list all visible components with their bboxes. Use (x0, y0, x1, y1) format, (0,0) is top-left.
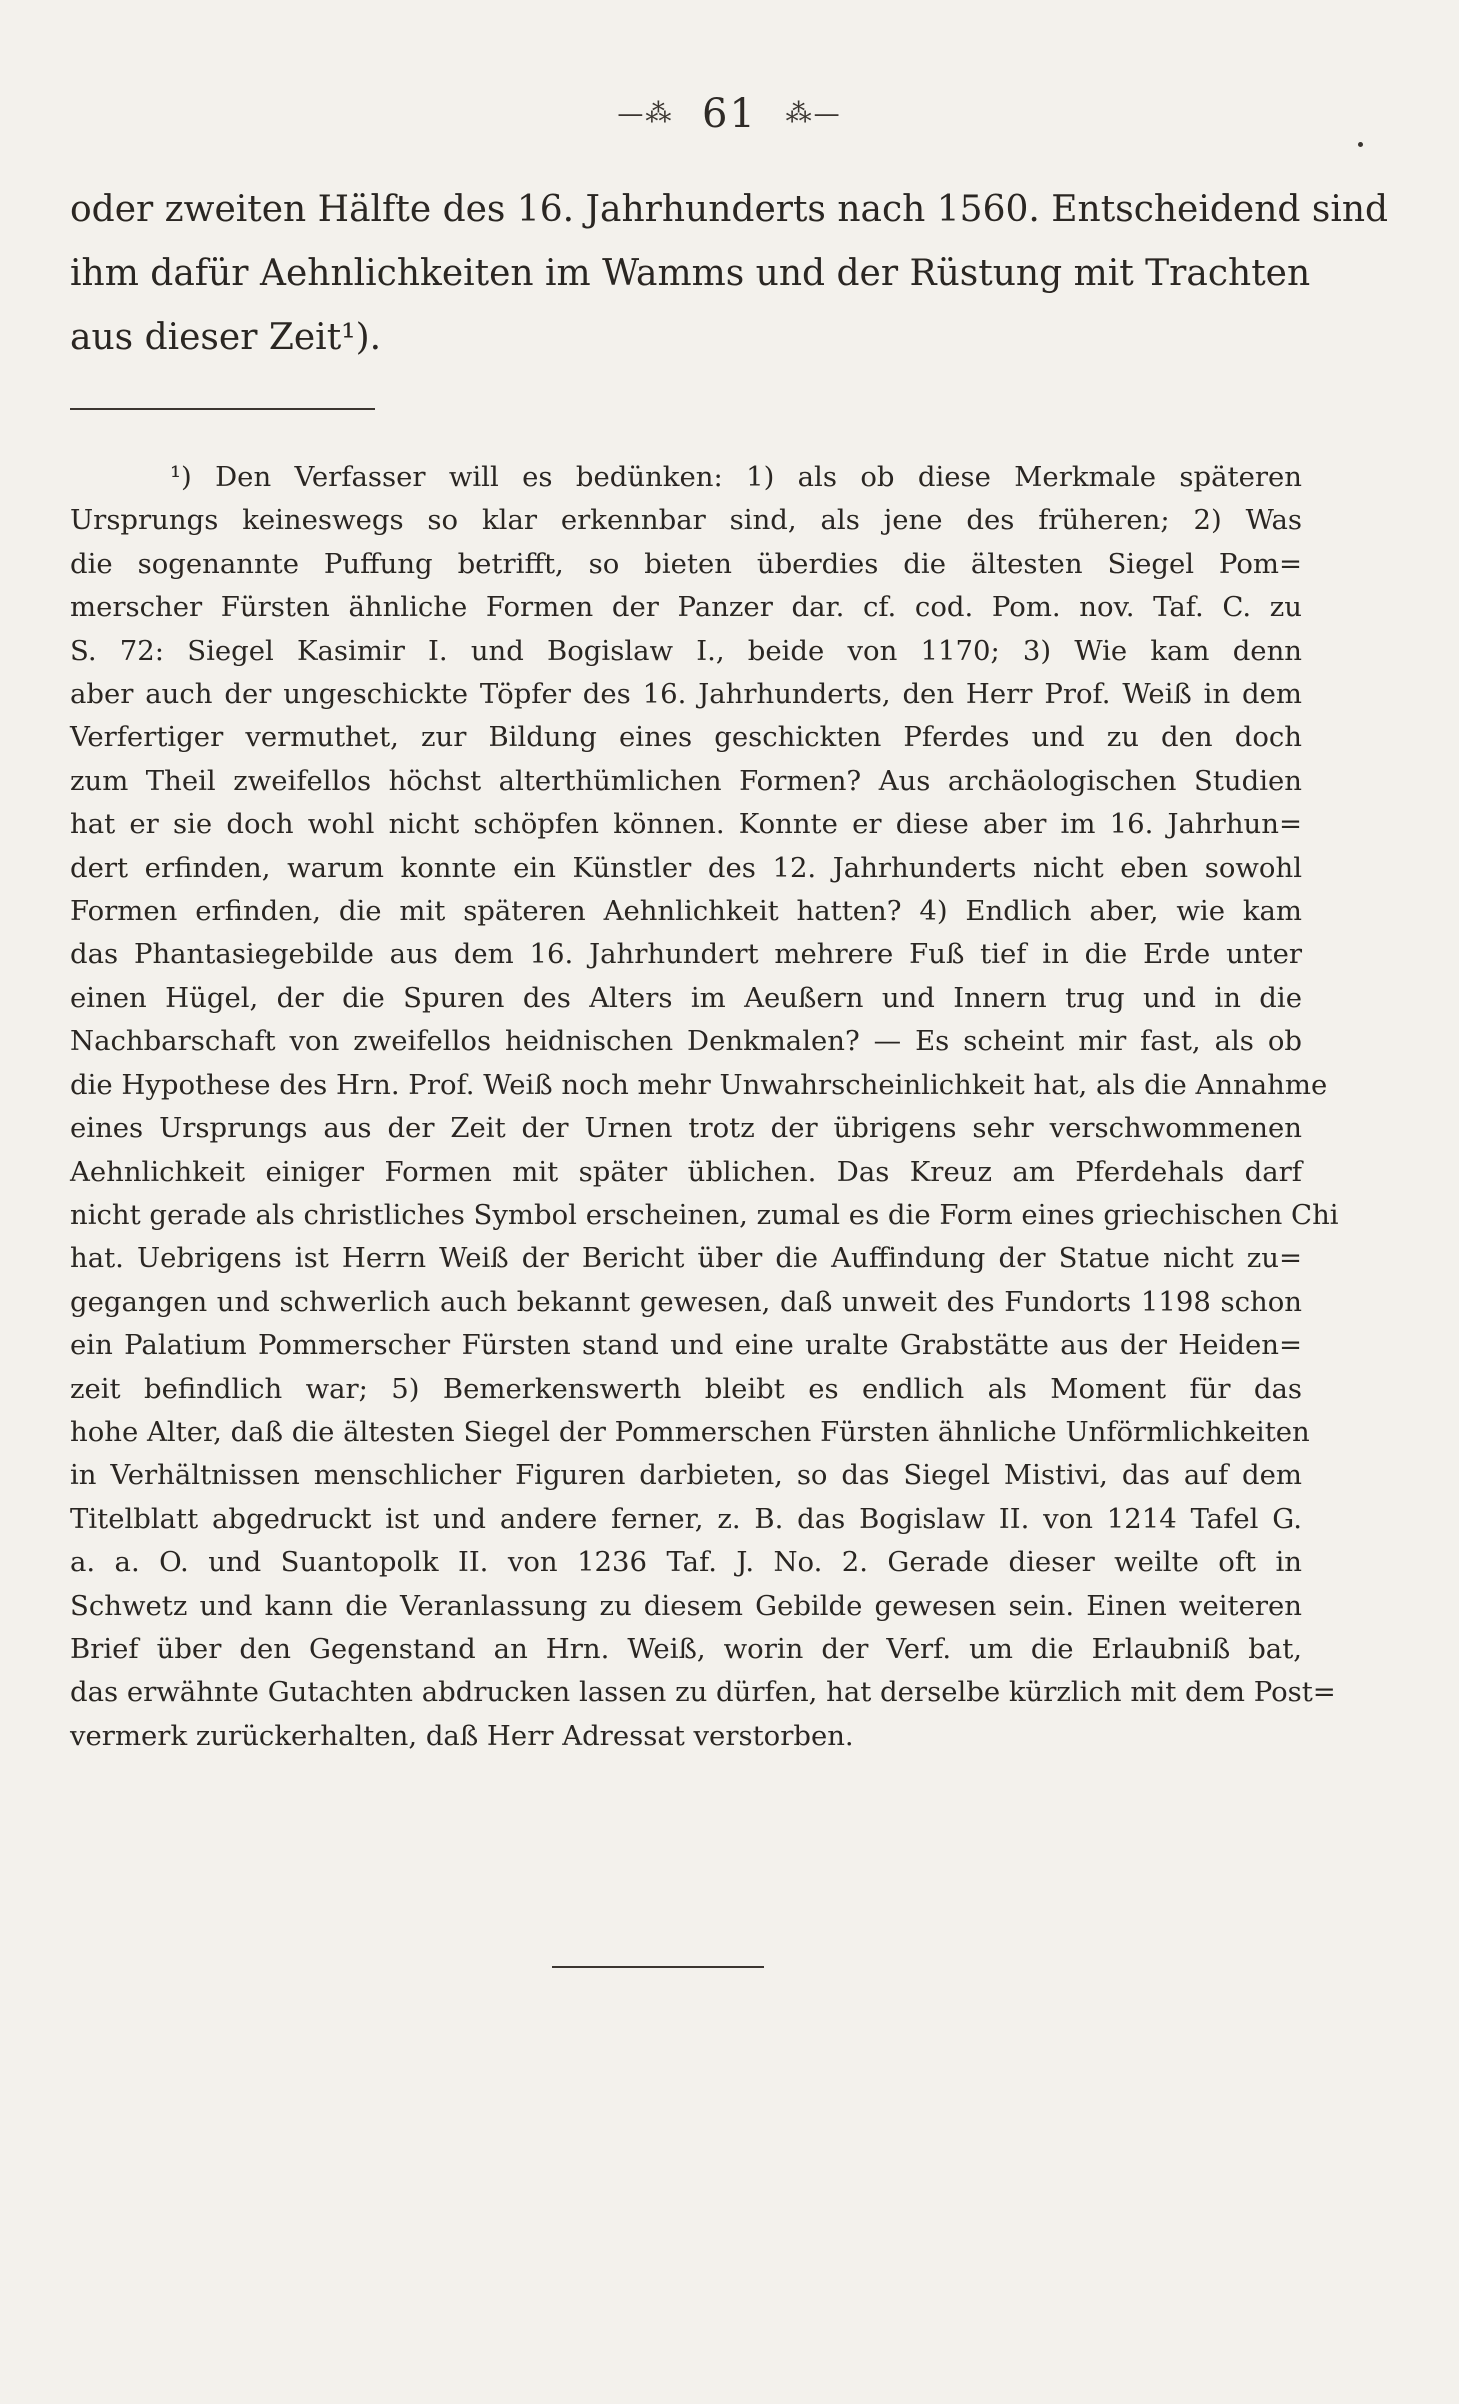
footnote-line: vermerk zurückerhalten, daß Herr Adressat verstorben. (70, 1719, 854, 1752)
footnote-line: aber auch der ungeschickte Töpfer des 16. Jahrhunderts, den Herr Prof. Weiß in dem (70, 678, 1302, 711)
footnote-line: S. 72: Siegel Kasimir I. und Bogislaw I., beide von 1170; 3) Wie kam denn (70, 634, 1302, 667)
footnote-line: dert erfinden, warum konnte ein Künstler des 12. Jahrhunderts nicht eben sowohl (70, 851, 1302, 884)
footnote-line: das Phantasiegebilde aus dem 16. Jahrhundert mehrere Fuß tief in die Erde unter (70, 938, 1302, 971)
page-number: 61 (702, 91, 757, 137)
footnote-line: zum Theil zweifellos höchst alterthümlichen Formen? Aus archäologischen Studien (70, 764, 1302, 797)
page-header (0, 88, 1459, 137)
footnote-line: eines Ursprungs aus der Zeit der Urnen trotz der übrigens sehr verschwommenen (70, 1112, 1302, 1145)
footnote-line: Brief über den Gegenstand an Hrn. Weiß, worin der Verf. um die Erlaubniß bat, (70, 1632, 1302, 1665)
footnote-line: die sogenannte Puffung betrifft, so bieten überdies die ältesten Siegel Pom= (70, 547, 1302, 580)
bottom-rule (552, 1966, 764, 1968)
footnote-line: Ursprungs keineswegs so klar erkennbar sind, als jene des früheren; 2) Was (70, 504, 1302, 537)
footnote-line: hohe Alter, daß die ältesten Siegel der Pommerschen Fürsten ähnliche Unförmlichkeiten (70, 1415, 1310, 1448)
right-ornament: ⁂— (785, 99, 842, 129)
footnote-line: Aehnlichkeit einiger Formen mit später üblichen. Das Kreuz am Pferdehals darf (70, 1155, 1302, 1188)
footnote-line: zeit befindlich war; 5) Bemerkenswerth bleibt es endlich als Moment für das (70, 1372, 1302, 1405)
body-line: aus dieser Zeit¹). (70, 317, 382, 358)
footnote-line: das erwähnte Gutachten abdrucken lassen zu dürfen, hat derselbe kürzlich mit dem Post= (70, 1676, 1336, 1709)
left-ornament: —⁂ (617, 99, 674, 129)
footnote-line: Schwetz und kann die Veranlassung zu diesem Gebilde gewesen sein. Einen weiteren (70, 1589, 1302, 1622)
footnote-line: Formen erfinden, die mit späteren Aehnlichkeit hatten? 4) Endlich aber, wie kam (70, 895, 1302, 928)
footnote-line: einen Hügel, der die Spuren des Alters im Aeußern und Innern trug und in die (70, 981, 1302, 1014)
footnote-line: hat er sie doch wohl nicht schöpfen können. Konnte er diese aber im 16. Jahrhun= (70, 808, 1302, 841)
body-paragraph (70, 178, 1389, 370)
footnote-line: ¹) Den Verfasser will es bedünken: 1) als ob diese Merkmale späteren (170, 461, 1302, 493)
footnote-line: in Verhältnissen menschlicher Figuren darbieten, so das Siegel Mistivi, das auf dem (70, 1459, 1302, 1492)
footnote-separator-rule (70, 408, 375, 410)
footnote-line: Titelblatt abgedruckt ist und andere ferner, z. B. das Bogislaw II. von 1214 Tafel G. (70, 1502, 1302, 1535)
footnote-block (70, 456, 1339, 1758)
footnote-line: ein Palatium Pommerscher Fürsten stand und eine uralte Grabstätte aus der Heiden= (70, 1329, 1302, 1362)
footnote-line: Nachbarschaft von zweifellos heidnischen Denkmalen? — Es scheint mir fast, als ob (70, 1025, 1302, 1058)
footnote-line: a. a. O. und Suantopolk II. von 1236 Taf. J. No. 2. Gerade dieser weilte oft in (70, 1546, 1302, 1579)
body-line: oder zweiten Hälfte des 16. Jahrhunderts nach 1560. Entscheidend sind (70, 189, 1389, 230)
footnote-line: gegangen und schwerlich auch bekannt gewesen, daß unweit des Fundorts 1198 schon (70, 1285, 1302, 1318)
print-speck (1358, 142, 1363, 147)
footnote-line: merscher Fürsten ähnliche Formen der Panzer dar. cf. cod. Pom. nov. Taf. C. zu (70, 591, 1302, 624)
footnote-line: Verfertiger vermuthet, zur Bildung eines geschickten Pferdes und zu den doch (70, 721, 1302, 754)
footnote-line: hat. Uebrigens ist Herrn Weiß der Bericht über die Auffindung der Statue nicht zu= (70, 1242, 1302, 1275)
footnote-line: nicht gerade als christliches Symbol erscheinen, zumal es die Form eines griechischen Chi (70, 1198, 1339, 1231)
body-line: ihm dafür Aehnlichkeiten im Wamms und der Rüstung mit Trachten (70, 253, 1311, 294)
footnote-line: die Hypothese des Hrn. Prof. Weiß noch mehr Unwahrscheinlichkeit hat, als die Annahme (70, 1068, 1328, 1101)
